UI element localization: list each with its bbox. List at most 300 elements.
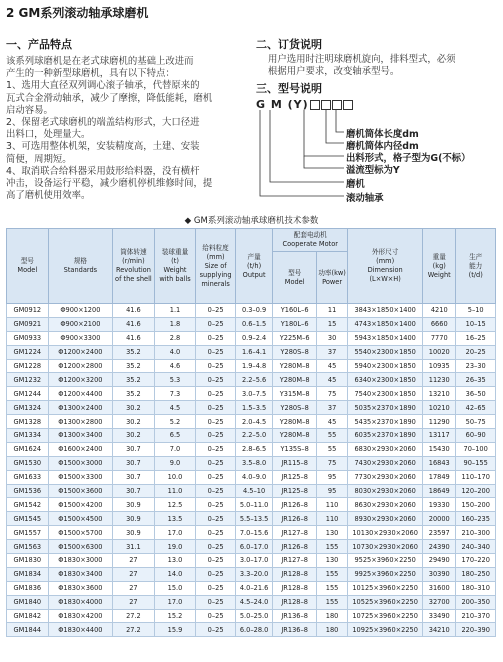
- table-cell: 7540×2300×1850: [348, 387, 423, 401]
- page-title: 2 GM系列滚动轴承球磨机: [6, 6, 149, 20]
- table-cell: GM1232: [7, 373, 49, 387]
- table-cell: Y280S–8: [273, 401, 317, 415]
- table-cell: 8030×2930×2060: [348, 484, 423, 498]
- table-cell: Φ1830×3600: [48, 581, 113, 595]
- table-cell: 9925×3960×2250: [348, 567, 423, 581]
- features-line: 启动容易。: [6, 104, 53, 116]
- table-cell: GM1324: [7, 401, 49, 415]
- table-cell: 10130×2930×2060: [348, 526, 423, 540]
- table-cell: 35.2: [113, 387, 155, 401]
- table-cell: 155: [317, 540, 348, 554]
- table-cell: 0–25: [196, 498, 236, 512]
- table-cell: Φ1200×3200: [48, 373, 113, 387]
- table-cell: 17.0: [154, 526, 196, 540]
- table-cell: 41.6: [113, 331, 155, 345]
- features-line: 出料口，处理量大。: [6, 129, 91, 141]
- features-line: 该系列球磨机是在老式球磨机的基础上改进而: [6, 56, 194, 67]
- table-row: [7, 484, 496, 498]
- table-cell: JR128–8: [273, 581, 317, 595]
- table-cell: GM1334: [7, 429, 49, 443]
- spec-table: [6, 228, 496, 637]
- table-cell: Y180L–6: [273, 317, 317, 331]
- table-row: [7, 359, 496, 373]
- table-cell: 0–25: [196, 401, 236, 415]
- table-cell: 15: [317, 317, 348, 331]
- table-cell: 37: [317, 401, 348, 415]
- table-cell: 2.8: [154, 331, 196, 345]
- table-cell: 5.3: [154, 373, 196, 387]
- table-cell: JR126–8: [273, 512, 317, 526]
- table-row: [7, 470, 496, 484]
- table-cell: 10925×3960×2250: [348, 623, 423, 637]
- table-title: ◆ GM系列滚动轴承球磨机技术参数: [184, 216, 319, 226]
- table-cell: 6340×2300×1850: [348, 373, 423, 387]
- table-cell: 2.2–5.0: [235, 429, 272, 443]
- table-cell: Φ1500×3600: [48, 484, 113, 498]
- table-cell: 41.6: [113, 304, 155, 318]
- table-cell: 70–100: [456, 442, 496, 456]
- th-dimension: 外形尺寸 (mm) Dimension (L×W×H): [348, 229, 423, 304]
- table-cell: 3.0–17.0: [235, 554, 272, 568]
- table-cell: 1.6–4.1: [235, 345, 272, 359]
- table-cell: 3.0–7.5: [235, 387, 272, 401]
- table-cell: 19330: [423, 498, 456, 512]
- table-cell: 34210: [423, 623, 456, 637]
- table-cell: Φ1600×2400: [48, 442, 113, 456]
- table-cell: Φ900×2100: [48, 317, 113, 331]
- table-cell: GM1563: [7, 540, 49, 554]
- table-cell: 30: [317, 331, 348, 345]
- table-row: [7, 387, 496, 401]
- table-row: [7, 442, 496, 456]
- features-line: 冲击，设备运行平稳，减少磨机停机维修时间，提: [6, 178, 213, 190]
- table-cell: 180: [317, 623, 348, 637]
- table-cell: 0.9–2.4: [235, 331, 272, 345]
- table-cell: 27.2: [113, 609, 155, 623]
- table-cell: 32700: [423, 595, 456, 609]
- table-cell: JR126–8: [273, 540, 317, 554]
- table-cell: GM1557: [7, 526, 49, 540]
- table-cell: GM1328: [7, 415, 49, 429]
- table-cell: Φ1500×4500: [48, 512, 113, 526]
- table-cell: 4.5–10: [235, 484, 272, 498]
- table-cell: 210–300: [456, 526, 496, 540]
- table-cell: 17849: [423, 470, 456, 484]
- table-row: [7, 540, 496, 554]
- features-line: 1、选用大直径双列调心滚子轴承，代替原来的: [6, 80, 200, 92]
- table-cell: 30.2: [113, 415, 155, 429]
- table-cell: 0–25: [196, 317, 236, 331]
- table-cell: 220–390: [456, 623, 496, 637]
- table-cell: 36–50: [456, 387, 496, 401]
- table-cell: Y280M–8: [273, 359, 317, 373]
- table-cell: 27.2: [113, 623, 155, 637]
- table-cell: 4210: [423, 304, 456, 318]
- table-cell: 155: [317, 581, 348, 595]
- table-cell: GM1545: [7, 512, 49, 526]
- label-rolling-bearing: 滚动轴承: [346, 193, 384, 204]
- table-cell: 5435×2370×1890: [348, 415, 423, 429]
- table-row: [7, 429, 496, 443]
- table-cell: 37: [317, 345, 348, 359]
- table-cell: 30.2: [113, 429, 155, 443]
- table-cell: 11.0: [154, 484, 196, 498]
- table-cell: 27: [113, 581, 155, 595]
- table-cell: JR136–8: [273, 609, 317, 623]
- table-cell: GM1530: [7, 456, 49, 470]
- table-cell: 4.5–24.0: [235, 595, 272, 609]
- table-cell: 30.9: [113, 498, 155, 512]
- table-cell: 2.8–6.5: [235, 442, 272, 456]
- table-row: [7, 498, 496, 512]
- table-row: [7, 345, 496, 359]
- table-cell: 75: [317, 456, 348, 470]
- table-cell: Φ1200×4400: [48, 387, 113, 401]
- table-cell: GM1624: [7, 442, 49, 456]
- order-line: 用户选用时注明球磨机旋向，排料型式，必须: [268, 54, 456, 65]
- table-cell: JR127–8: [273, 526, 317, 540]
- table-cell: 95: [317, 484, 348, 498]
- th-standards: 规格 Standards: [48, 229, 113, 304]
- table-cell: 0–25: [196, 595, 236, 609]
- table-cell: 0–25: [196, 567, 236, 581]
- table-cell: GM1840: [7, 595, 49, 609]
- table-cell: Y280M–8: [273, 429, 317, 443]
- table-cell: Φ1300×2400: [48, 401, 113, 415]
- table-cell: 0–25: [196, 609, 236, 623]
- th-output: 产量 (t/h) Output: [235, 229, 272, 304]
- table-cell: 11230: [423, 373, 456, 387]
- table-cell: 2.0–4.5: [235, 415, 272, 429]
- table-cell: Φ1500×6300: [48, 540, 113, 554]
- table-cell: 3843×1850×1400: [348, 304, 423, 318]
- table-cell: Y225M–6: [273, 331, 317, 345]
- table-cell: GM1830: [7, 554, 49, 568]
- table-cell: 1.9–4.8: [235, 359, 272, 373]
- table-cell: 180–310: [456, 581, 496, 595]
- table-cell: 6830×2930×2060: [348, 442, 423, 456]
- table-cell: 160–235: [456, 512, 496, 526]
- order-heading: 二、订货说明: [256, 38, 322, 51]
- table-cell: Y160L–6: [273, 304, 317, 318]
- table-cell: GM1836: [7, 581, 49, 595]
- table-cell: 45: [317, 373, 348, 387]
- table-cell: 9.0: [154, 456, 196, 470]
- table-cell: 12.5: [154, 498, 196, 512]
- table-cell: 7.0: [154, 442, 196, 456]
- table-cell: Φ900×1200: [48, 304, 113, 318]
- table-cell: 1.1: [154, 304, 196, 318]
- table-cell: 5.2: [154, 415, 196, 429]
- table-cell: 4.0–9.0: [235, 470, 272, 484]
- table-row: [7, 304, 496, 318]
- table-cell: 180: [317, 609, 348, 623]
- table-row: [7, 581, 496, 595]
- table-cell: 95: [317, 470, 348, 484]
- table-cell: JR127–8: [273, 554, 317, 568]
- table-cell: JR125–8: [273, 484, 317, 498]
- table-cell: JR128–8: [273, 567, 317, 581]
- table-row: [7, 567, 496, 581]
- table-cell: Y315M–8: [273, 387, 317, 401]
- table-cell: 15.9: [154, 623, 196, 637]
- features-text: [6, 56, 212, 202]
- th-weight: 重量 (kg) Weight: [423, 229, 456, 304]
- table-cell: 3.3–20.0: [235, 567, 272, 581]
- table-cell: 13.5: [154, 512, 196, 526]
- table-row: [7, 401, 496, 415]
- th-model: 型号 Model: [7, 229, 49, 304]
- table-cell: 23597: [423, 526, 456, 540]
- table-cell: 0–25: [196, 304, 236, 318]
- table-cell: 6660: [423, 317, 456, 331]
- model-desc-heading: 三、型号说明: [256, 82, 322, 95]
- table-cell: 155: [317, 595, 348, 609]
- table-cell: 19.0: [154, 540, 196, 554]
- order-text: [268, 54, 456, 78]
- table-cell: GM1244: [7, 387, 49, 401]
- table-cell: 30.7: [113, 442, 155, 456]
- table-cell: Φ1500×3300: [48, 470, 113, 484]
- table-cell: 0–25: [196, 387, 236, 401]
- table-cell: Φ1830×4400: [48, 623, 113, 637]
- table-cell: 155: [317, 567, 348, 581]
- table-cell: 0–25: [196, 484, 236, 498]
- table-cell: 5.0–11.0: [235, 498, 272, 512]
- table-row: [7, 317, 496, 331]
- table-cell: 23–30: [456, 359, 496, 373]
- table-cell: 0–25: [196, 526, 236, 540]
- table-cell: 0–25: [196, 331, 236, 345]
- table-cell: Φ1830×3400: [48, 567, 113, 581]
- table-cell: 0–25: [196, 540, 236, 554]
- table-cell: 26–35: [456, 373, 496, 387]
- table-row: [7, 554, 496, 568]
- table-cell: 0.6–1.5: [235, 317, 272, 331]
- table-cell: 30.9: [113, 512, 155, 526]
- features-heading: 一、产品特点: [6, 38, 72, 51]
- table-cell: 9525×3960×2250: [348, 554, 423, 568]
- table-cell: 30.7: [113, 470, 155, 484]
- table-cell: Φ900×3300: [48, 331, 113, 345]
- table-cell: 5035×2370×1890: [348, 401, 423, 415]
- label-mill: 磨机: [346, 179, 365, 190]
- th-motor-model: 型号 Model: [273, 252, 317, 304]
- table-cell: 120–200: [456, 484, 496, 498]
- table-cell: 6.5: [154, 429, 196, 443]
- table-cell: 5540×2300×1850: [348, 345, 423, 359]
- table-row: [7, 331, 496, 345]
- table-cell: 170–220: [456, 554, 496, 568]
- table-cell: Y280M–8: [273, 373, 317, 387]
- table-cell: 0–25: [196, 345, 236, 359]
- table-cell: 0–25: [196, 512, 236, 526]
- table-cell: GM0921: [7, 317, 49, 331]
- table-row: [7, 623, 496, 637]
- table-cell: GM1842: [7, 609, 49, 623]
- table-cell: JR136–8: [273, 623, 317, 637]
- features-line: 瓦式合金滑动轴承，减少了摩擦，降低能耗，磨机: [6, 92, 213, 104]
- table-cell: 16843: [423, 456, 456, 470]
- table-cell: 240–340: [456, 540, 496, 554]
- label-overflow: 溢流型标为Y: [346, 165, 400, 176]
- table-cell: 200–350: [456, 595, 496, 609]
- table-cell: JR115–8: [273, 456, 317, 470]
- table-cell: 30.2: [113, 401, 155, 415]
- table-cell: 7.3: [154, 387, 196, 401]
- table-cell: 130: [317, 526, 348, 540]
- table-cell: 210–370: [456, 609, 496, 623]
- table-row: [7, 512, 496, 526]
- features-line: 简便，周期短。: [6, 153, 72, 165]
- table-cell: GM1834: [7, 567, 49, 581]
- table-cell: 31.1: [113, 540, 155, 554]
- table-cell: 110–170: [456, 470, 496, 484]
- table-cell: 4.0: [154, 345, 196, 359]
- table-cell: 150–200: [456, 498, 496, 512]
- table-cell: 10730×2930×2060: [348, 540, 423, 554]
- table-cell: 6.0–17.0: [235, 540, 272, 554]
- table-cell: Φ1500×4200: [48, 498, 113, 512]
- table-cell: GM1536: [7, 484, 49, 498]
- table-cell: 55: [317, 442, 348, 456]
- table-cell: 17.0: [154, 595, 196, 609]
- table-cell: 11: [317, 304, 348, 318]
- table-cell: 41.6: [113, 317, 155, 331]
- table-cell: Φ1500×5700: [48, 526, 113, 540]
- table-cell: 27: [113, 554, 155, 568]
- table-cell: 10.0: [154, 470, 196, 484]
- table-cell: 4743×1850×1400: [348, 317, 423, 331]
- th-speed: 筒体转速 (r/min) Revolution of the shell: [113, 229, 155, 304]
- table-cell: 8630×2930×2060: [348, 498, 423, 512]
- table-cell: Φ1830×4000: [48, 595, 113, 609]
- table-cell: 7770: [423, 331, 456, 345]
- table-cell: Φ1500×3000: [48, 456, 113, 470]
- table-cell: 15.0: [154, 581, 196, 595]
- features-line: 产生的一种新型球磨机，具有以下特点：: [6, 68, 175, 80]
- table-cell: 6035×2370×1890: [348, 429, 423, 443]
- table-cell: Y135S–8: [273, 442, 317, 456]
- table-cell: 27: [113, 595, 155, 609]
- table-cell: 130: [317, 554, 348, 568]
- table-cell: 3.5–8.0: [235, 456, 272, 470]
- table-cell: 10935: [423, 359, 456, 373]
- table-cell: 15.2: [154, 609, 196, 623]
- th-motor-power: 功率(kw) Power: [317, 252, 348, 304]
- table-cell: JR125–8: [273, 470, 317, 484]
- table-cell: Φ1830×3000: [48, 554, 113, 568]
- model-code-prefix: G M (Y): [256, 98, 309, 111]
- table-cell: 14.0: [154, 567, 196, 581]
- table-cell: 0–25: [196, 456, 236, 470]
- table-cell: 20–25: [456, 345, 496, 359]
- label-length: 磨机筒体长度dm: [346, 129, 419, 140]
- table-row: [7, 526, 496, 540]
- features-line: 4、取消联合给料器采用鼓形给料器，没有横杆: [6, 165, 200, 177]
- table-cell: 0–25: [196, 373, 236, 387]
- table-cell: 42–65: [456, 401, 496, 415]
- table-cell: 8930×2930×2060: [348, 512, 423, 526]
- table-cell: GM1844: [7, 623, 49, 637]
- features-line: 3、可选用整体机架，安装精度高，土建、安装: [6, 141, 200, 153]
- table-cell: 35.2: [113, 373, 155, 387]
- table-cell: 18649: [423, 484, 456, 498]
- table-cell: 110: [317, 512, 348, 526]
- table-cell: Y280S–8: [273, 345, 317, 359]
- table-cell: 20000: [423, 512, 456, 526]
- table-cell: 13210: [423, 387, 456, 401]
- table-cell: 27: [113, 567, 155, 581]
- order-line: 根据用户要求，改变轴承型号。: [268, 66, 400, 78]
- table-cell: 35.2: [113, 345, 155, 359]
- table-row: [7, 595, 496, 609]
- table-cell: Φ1200×2800: [48, 359, 113, 373]
- table-cell: Φ1200×2400: [48, 345, 113, 359]
- table-cell: Φ1300×2800: [48, 415, 113, 429]
- table-cell: GM0933: [7, 331, 49, 345]
- table-cell: 0–25: [196, 442, 236, 456]
- table-cell: 0–25: [196, 581, 236, 595]
- table-cell: 4.5: [154, 401, 196, 415]
- table-cell: 45: [317, 415, 348, 429]
- table-cell: GM1224: [7, 345, 49, 359]
- table-cell: 30.9: [113, 526, 155, 540]
- features-line: 高了磨机使用效率。: [6, 190, 91, 202]
- table-cell: 10125×3960×2250: [348, 581, 423, 595]
- table-cell: GM1542: [7, 498, 49, 512]
- table-cell: JR126–8: [273, 498, 317, 512]
- table-cell: 5.5–13.5: [235, 512, 272, 526]
- table-cell: GM0912: [7, 304, 49, 318]
- table-cell: 29490: [423, 554, 456, 568]
- table-cell: 4.0–21.6: [235, 581, 272, 595]
- table-cell: 50–75: [456, 415, 496, 429]
- table-cell: GM1228: [7, 359, 49, 373]
- table-cell: 5943×1850×1400: [348, 331, 423, 345]
- table-cell: 10210: [423, 401, 456, 415]
- label-discharge: 出料形式，格子型为G(不标）: [346, 153, 471, 164]
- table-cell: 0–25: [196, 554, 236, 568]
- table-cell: 0–25: [196, 415, 236, 429]
- table-cell: 5940×2300×1850: [348, 359, 423, 373]
- table-cell: JR128–8: [273, 595, 317, 609]
- table-cell: 10725×3960×2250: [348, 609, 423, 623]
- table-cell: 33490: [423, 609, 456, 623]
- table-cell: 6.0–28.0: [235, 623, 272, 637]
- table-cell: 10525×3960×2250: [348, 595, 423, 609]
- table-cell: 35.2: [113, 359, 155, 373]
- table-cell: 16–25: [456, 331, 496, 345]
- table-cell: GM1633: [7, 470, 49, 484]
- table-cell: 7.0–15.6: [235, 526, 272, 540]
- table-cell: 110: [317, 498, 348, 512]
- table-cell: 13117: [423, 429, 456, 443]
- table-cell: 75: [317, 387, 348, 401]
- table-cell: Y280M–8: [273, 415, 317, 429]
- table-row: [7, 456, 496, 470]
- table-cell: 60–90: [456, 429, 496, 443]
- table-row: [7, 415, 496, 429]
- table-cell: 180–250: [456, 567, 496, 581]
- table-cell: 24390: [423, 540, 456, 554]
- table-cell: 0.3–0.9: [235, 304, 272, 318]
- table-cell: 7430×2930×2060: [348, 456, 423, 470]
- table-cell: 1.8: [154, 317, 196, 331]
- table-cell: 4.6: [154, 359, 196, 373]
- table-cell: 5–10: [456, 304, 496, 318]
- th-feed-size: 给料粒度 (mm) Size of supplying minerals: [196, 229, 236, 304]
